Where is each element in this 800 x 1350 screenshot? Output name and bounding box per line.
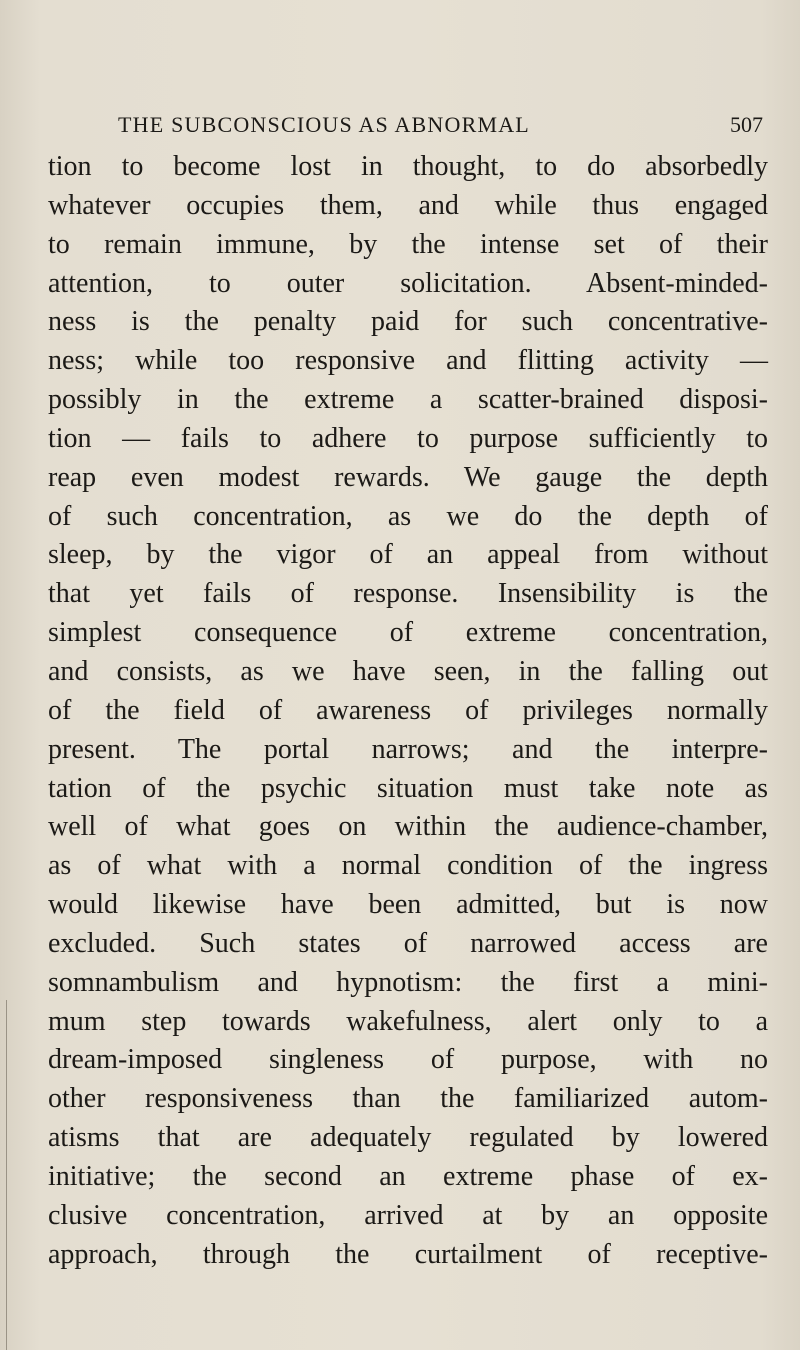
text-line: of such concentration, as we do the depth of (48, 500, 768, 532)
text-line: would likewise have been admitted, but is now (48, 889, 768, 921)
text-line: well of what goes on within the audience-chamber, (48, 811, 768, 843)
text-line: tion to become lost in thought, to do absorbedly (48, 151, 768, 182)
text-line: initiative; the second an extreme phase of ex- (48, 1160, 768, 1192)
text-line: other responsiveness than the familiarized autom- (48, 1083, 768, 1115)
text-line: excluded. Such states of narrowed access are (48, 927, 768, 959)
text-line: atisms that are adequately regulated by lowered (48, 1122, 768, 1154)
text-line: to remain immune, by the intense set of their (48, 228, 768, 260)
text-line: sleep, by the vigor of an appeal from without (48, 539, 768, 571)
page-edge-line (6, 1000, 7, 1350)
text-line: and consists, as we have seen, in the falling out (48, 655, 768, 687)
text-line: tion — fails to adhere to purpose sufficiently to (48, 422, 768, 454)
text-line: whatever occupies them, and while thus engaged (48, 189, 768, 221)
text-line: that yet fails of response. Insensibility is the (48, 578, 768, 610)
text-line: somnambulism and hypnotism: the first a mini- (48, 966, 768, 998)
text-line: mum step towards wakefulness, alert only to a (48, 1005, 768, 1037)
text-line: ness; while too responsive and flitting activity — (48, 345, 768, 377)
text-line: clusive concentration, arrived at by an opposite (48, 1199, 768, 1231)
text-line: of the field of awareness of privileges normally (48, 694, 768, 726)
text-line: ness is the penalty paid for such concentrative- (48, 306, 768, 338)
text-line: simplest consequence of extreme concentration, (48, 617, 768, 649)
text-line: tation of the psychic situation must take note as (48, 772, 768, 804)
text-line: attention, to outer solicitation. Absent-minded- (48, 267, 768, 299)
running-head (0, 112, 800, 146)
text-line: possibly in the extreme a scatter-brained disposi- (48, 384, 768, 416)
body-text (48, 148, 768, 1274)
running-title: THE SUBCONSCIOUS AS ABNORMAL (118, 112, 530, 137)
text-line: as of what with a normal condition of the ingress (48, 850, 768, 882)
text-line: approach, through the curtailment of receptive- (48, 1238, 768, 1270)
page-number: 507 (730, 112, 763, 137)
text-line: reap even modest rewards. We gauge the depth (48, 461, 768, 493)
text-line: present. The portal narrows; and the interpre- (48, 733, 768, 765)
text-line: dream-imposed singleness of purpose, with no (48, 1044, 768, 1076)
